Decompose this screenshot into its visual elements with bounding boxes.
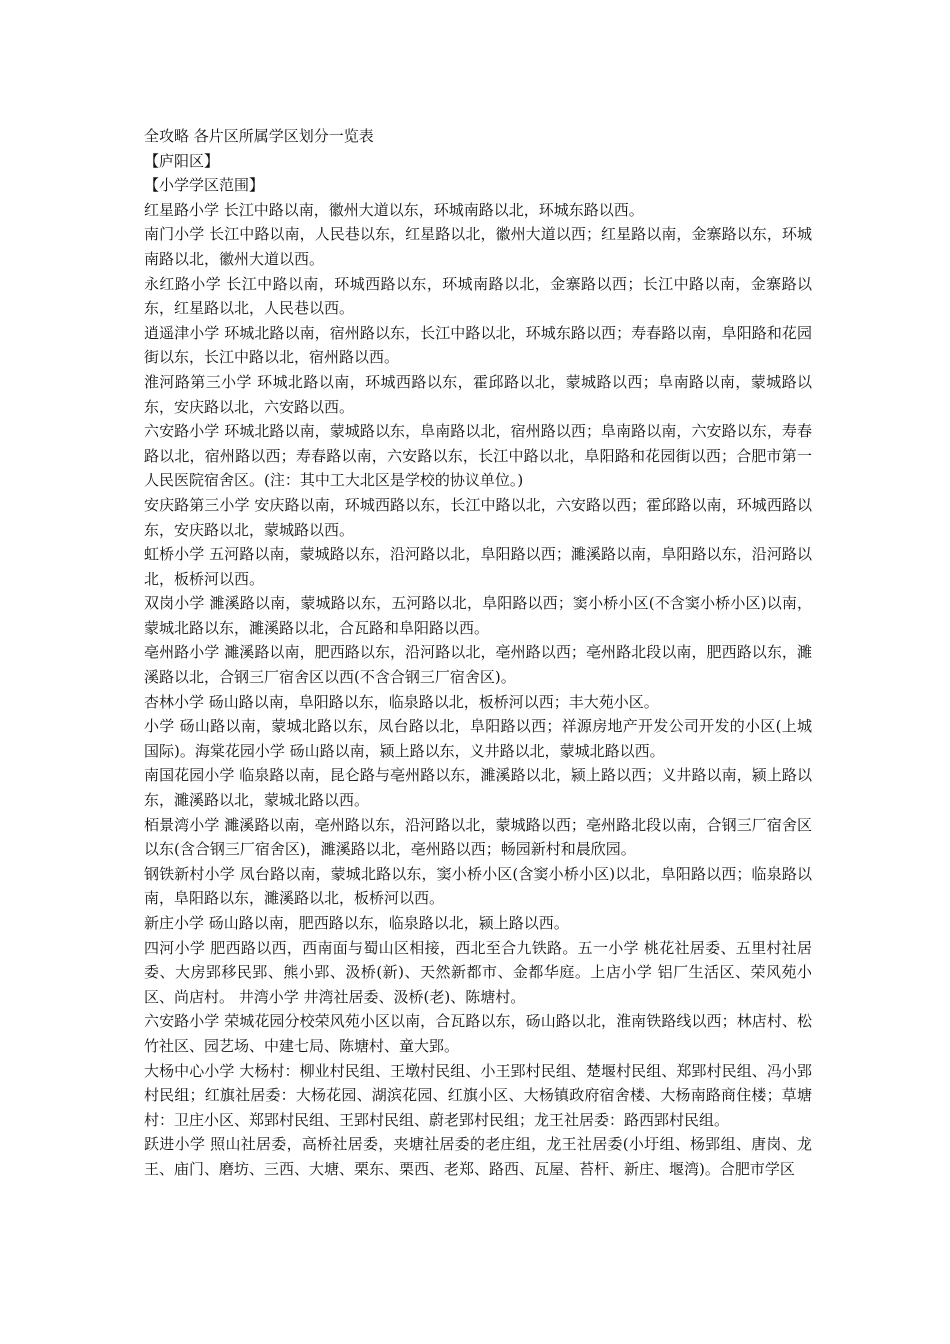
school-entry: 小学 砀山路以南，蒙城北路以东，凤台路以北，阜阳路以西；祥源房地产开发公司开发的小区(上城国际)。海棠花园小学 砀山路以南，颍上路以东，义井路以北，蒙城北路以西。 (144, 717, 812, 760)
school-entry: 逍遥津小学 环城北路以南，宿州路以东，长江中路以北，环城东路以西；寿春路以南，阜阳路和花园街以东，长江中路以北，宿州路以西。 (144, 323, 812, 367)
school-entry: 六安路小学 荣城花园分校荣风苑小区以南，合瓦路以东，砀山路以北，淮南铁路线以西；林店村、松竹社区、园艺场、中建七局、陈塘村、童大郢。 (144, 1012, 812, 1055)
school-entry: 安庆路第三小学 安庆路以南，环城西路以东，长江中路以北，六安路以西；霍邱路以南，环城西路以东，安庆路以北，蒙城路以西。 (144, 495, 812, 539)
school-entry: 钢铁新村小学 凤台路以南，蒙城北路以东，窦小桥小区(含窦小桥小区)以北，阜阳路以西；临泉路以南，阜阳路以东，濉溪路以北，板桥河以西。 (144, 864, 812, 908)
school-entry: 六安路小学 环城北路以南，蒙城路以东，阜南路以北，宿州路以西；阜南路以南，六安路以东，寿春路以北，宿州路以西；寿春路以南，六安路以东，长江中路以北，阜阳路和花园街以西；合肥市第一人民医院宿舍区。(注：其中工大北区是学校的协议单位。) (144, 422, 812, 490)
school-entry: 亳州路小学 濉溪路以南，肥西路以东，沿河路以北，亳州路以西；亳州路北段以南，肥西路以东，濉溪路以北，合钢三厂宿舍区以西(不含合钢三厂宿舍区)。 (144, 643, 812, 687)
school-entry: 栢景湾小学 濉溪路以南，亳州路以东，沿河路以北，蒙城路以西；亳州路北段以南，合钢三厂宿舍区以东(含合钢三厂宿舍区)，濉溪路以北，亳州路以西；畅园新村和晨欣园。 (144, 815, 812, 859)
district-heading: 【庐阳区】 (144, 151, 220, 170)
section-heading: 【小学学区范围】 (144, 176, 265, 195)
school-entry: 双岗小学 濉溪路以南，蒙城路以东，五河路以北，阜阳路以西；窦小桥小区(不含窦小桥小区)以南，蒙城北路以东，濉溪路以北，合瓦路和阜阳路以西。 (144, 594, 812, 637)
school-entry: 虹桥小学 五河路以南，蒙城路以东，沿河路以北，阜阳路以西；濉溪路以南，阜阳路以东，沿河路以北，板桥河以西。 (144, 545, 812, 588)
school-entry: 跃进小学 照山社居委，高桥社居委，夹塘社居委的老庄组，龙王社居委(小圩组、杨郢组、唐岗、龙王、庙门、磨坊、三西、大塘、栗东、栗西、老郑、路西、瓦屋、苔杆、新庄、堰湾)。合肥市学区 (144, 1135, 812, 1178)
school-entry: 南门小学 长江中路以南，人民巷以东，红星路以北，徽州大道以西；红星路以南，金寨路以东，环城南路以北，徽州大道以西。 (144, 225, 812, 268)
document-body (144, 124, 812, 1182)
school-entry: 新庄小学 砀山路以南，肥西路以东，临泉路以北，颍上路以西。 (144, 914, 569, 932)
school-entry: 南国花园小学 临泉路以南，昆仑路与亳州路以东，濉溪路以北，颍上路以西；义井路以南，颍上路以东，濉溪路以北，蒙城北路以西。 (144, 766, 812, 810)
school-entry: 杏林小学 砀山路以南，阜阳路以东，临泉路以北，板桥河以西；丰大苑小区。 (144, 692, 659, 711)
school-entry: 四河小学 肥西路以西，西南面与蜀山区相接，西北至合九铁路。五一小学 桃花社居委、五里村社居委、大房郢移民郢、熊小郢、汲桥(新)、天然新都市、金都华庭。上店小学 铝厂生活区、荣风苑小区、尚店村。 井湾小学 井湾社居委、汲桥(老)、陈塘村。 (144, 938, 812, 1006)
school-entry: 大杨中心小学 大杨村：柳业村民组、王墩村民组、小王郢村民组、楚堰村民组、郑郢村民组、冯小郢村民组；红旗社居委：大杨花园、湖滨花园、红旗小区、大杨镇政府宿舍楼、大杨南路商住楼；草塘村：卫庄小区、郑郢村民组、王郢村民组、蔚老郢村民组；龙王社居委：路西郢村民组。 (144, 1061, 812, 1129)
school-entry: 淮河路第三小学 环城北路以南，环城西路以东，霍邱路以北，蒙城路以西；阜南路以南，蒙城路以东，安庆路以北，六安路以西。 (144, 372, 812, 416)
document-title: 全攻略 各片区所属学区划分一览表 (144, 127, 374, 145)
school-entry: 永红路小学 长江中路以南，环城西路以东，环城南路以北，金寨路以西；长江中路以南，金寨路以东，红星路以北，人民巷以西。 (144, 274, 812, 318)
school-entry: 红星路小学 长江中路以南，徽州大道以东，环城南路以北，环城东路以西。 (144, 200, 644, 219)
